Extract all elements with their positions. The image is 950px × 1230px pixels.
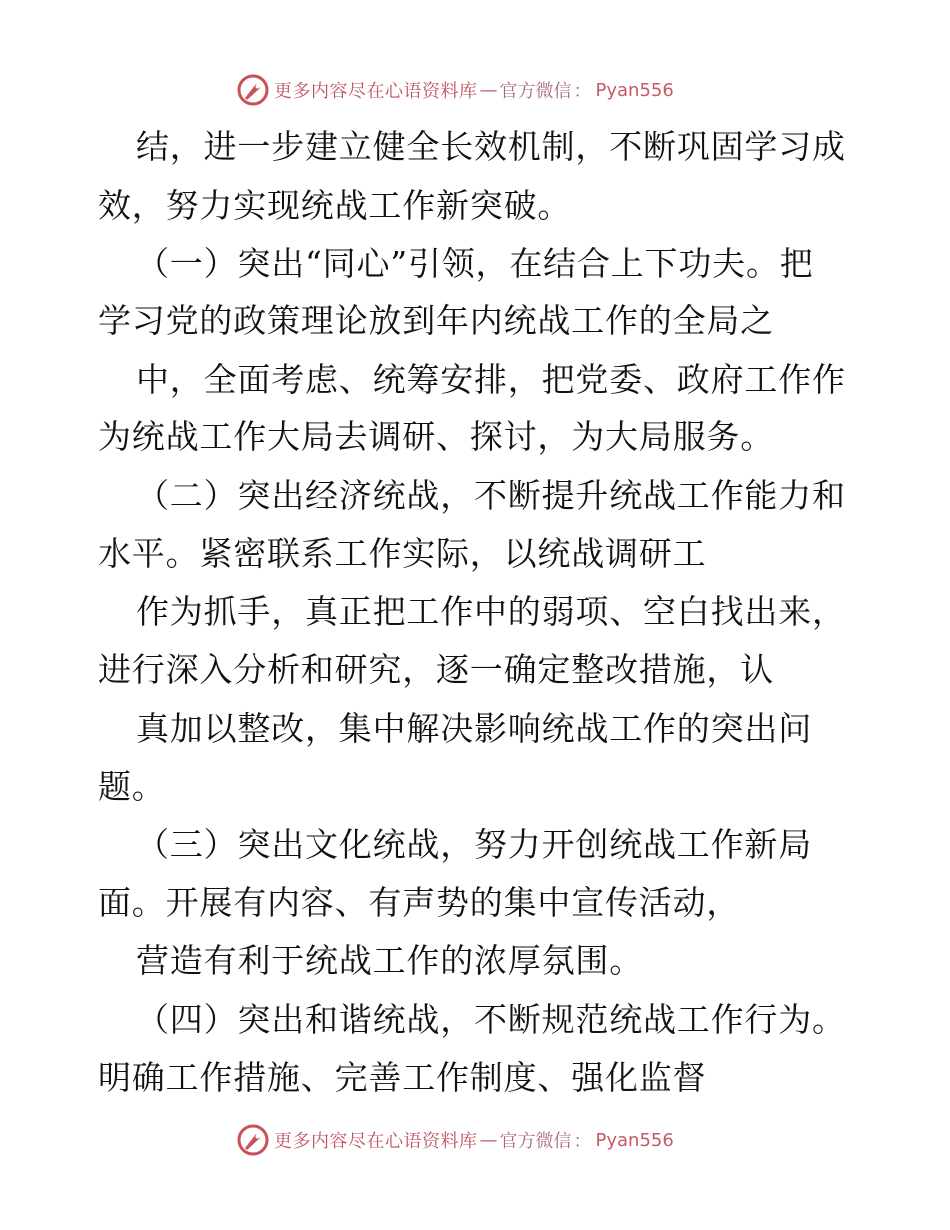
text-line: 面。开展有内容、有声势的集中宣传活动， [98, 883, 741, 922]
watermark-dash: — [479, 1129, 498, 1151]
watermark-separator: ： [573, 1131, 592, 1152]
text-line: （四）突出和谐统战，不断规范统战工作行为。 [136, 1000, 846, 1039]
text-line: 为统战工作大局去调研、探讨，为大局服务。 [98, 417, 774, 456]
text-line: （二）突出经济统战，不断提升统战工作能力和 [136, 476, 846, 515]
footer-watermark [236, 1122, 674, 1158]
text-line: 进行深入分析和研究，逐一确定整改措施，认 [98, 650, 774, 689]
text-line: 中，全面考虑、统筹安排，把党委、政府工作作 [136, 360, 846, 399]
text-line: 作为抓手，真正把工作中的弱项、空白找出来， [136, 592, 846, 631]
watermark-dash: — [479, 79, 498, 101]
text-line: 水平。紧密联系工作实际，以统战调研工 [98, 534, 707, 573]
text-line: 题。 [98, 767, 166, 806]
watermark-wechat-id: Pyan556 [595, 1129, 674, 1151]
text-line: 学习党的政策理论放到年内统战工作的全局之 [98, 301, 774, 340]
watermark-label: 官方微信 [499, 81, 572, 102]
text-line: 明确工作措施、完善工作制度、强化监督 [98, 1058, 707, 1097]
watermark-separator: ： [573, 81, 592, 102]
watermark-wechat-id: Pyan556 [595, 79, 674, 101]
watermark-brand: 更多内容尽在心语资料库 [274, 81, 478, 102]
watermark-label: 官方微信 [499, 1131, 572, 1152]
text-line: 营造有利于统战工作的浓厚氛围。 [136, 941, 643, 980]
text-line: 真加以整改，集中解决影响统战工作的突出问 [136, 709, 812, 748]
watermark-brand: 更多内容尽在心语资料库 [274, 1131, 478, 1152]
text-line: 结，进一步建立健全长效机制，不断巩固学习成 [136, 127, 846, 166]
text-line: （一）突出“同心”引领，在结合上下功夫。把 [136, 244, 814, 283]
pen-nib-circle-icon [236, 1123, 270, 1157]
text-line: （三）突出文化统战，努力开创统战工作新局 [136, 825, 812, 864]
text-line: 效，努力实现统战工作新突破。 [98, 186, 572, 225]
